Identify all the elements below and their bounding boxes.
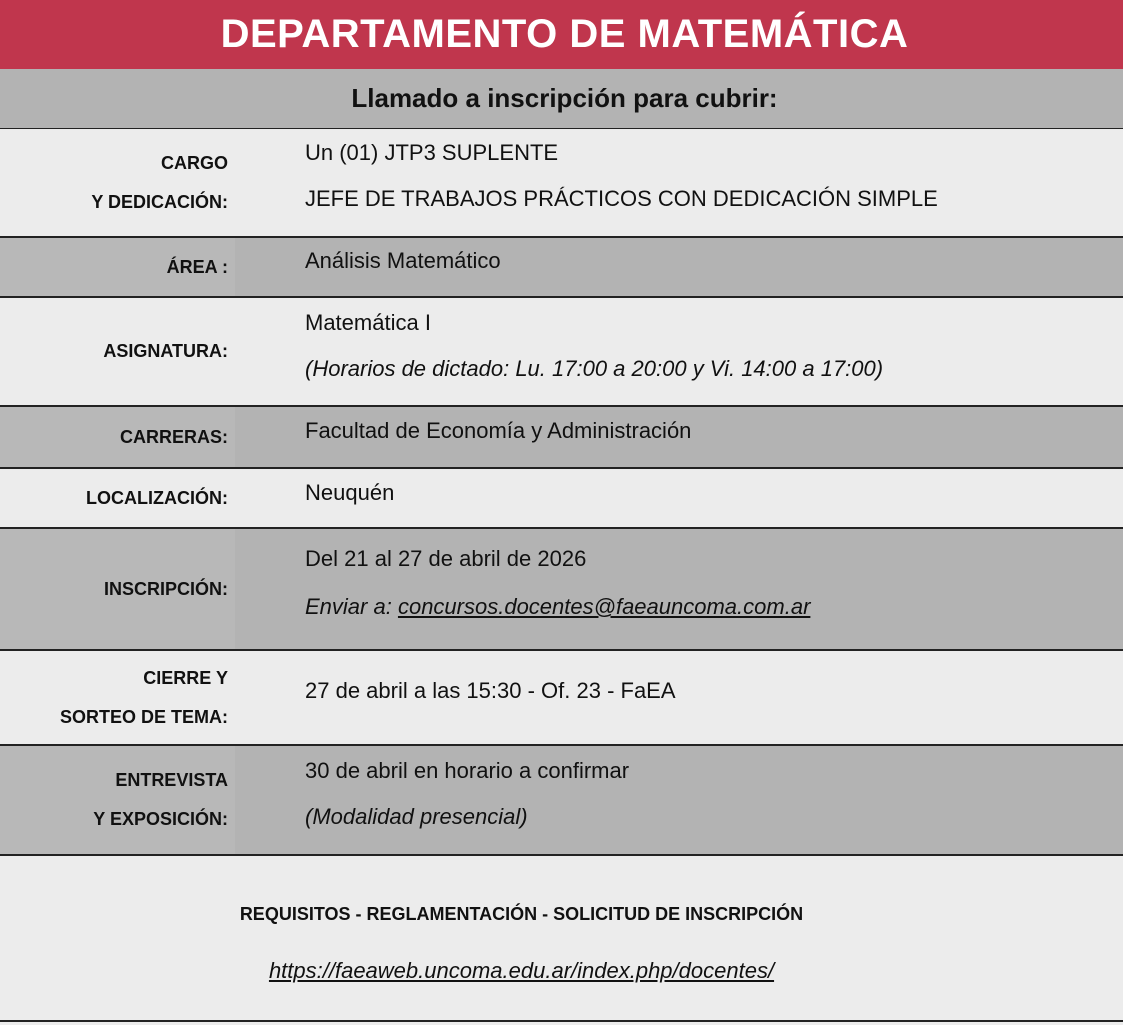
row-value bbox=[305, 469, 1103, 527]
row-cierre bbox=[0, 651, 1123, 746]
row-value bbox=[305, 407, 1103, 467]
row-label bbox=[0, 298, 235, 405]
entrevista-date: 30 de abril en horario a confirmar bbox=[305, 758, 630, 783]
asignatura-name: Matemática I bbox=[305, 310, 431, 335]
row-value bbox=[305, 238, 1103, 296]
row-area bbox=[0, 238, 1123, 298]
email-link[interactable]: concursos.docentes@faeauncoma.com.ar bbox=[397, 594, 811, 619]
cargo-dedication: JEFE DE TRABAJOS PRÁCTICOS CON DEDICACIÓN SIMPLE bbox=[305, 186, 938, 211]
cargo-position: Un (01) JTP3 SUPLENTE bbox=[305, 140, 559, 165]
docentes-link[interactable]: https://faeaweb.uncoma.edu.ar/index.php/docentes/ bbox=[268, 958, 775, 983]
inscripcion-label: INSCRIPCIÓN: bbox=[103, 578, 228, 599]
requirements-footer bbox=[0, 856, 1123, 1022]
carreras-value: Facultad de Economía y Administración bbox=[305, 418, 692, 443]
cierre-label-line-2: SORTEO DE TEMA: bbox=[59, 706, 228, 727]
call-subheader bbox=[0, 69, 1123, 130]
area-label: ÁREA : bbox=[166, 256, 228, 277]
entrevista-modality: (Modalidad presencial) bbox=[305, 804, 528, 829]
cargo-label-line-2: Y DEDICACIÓN: bbox=[91, 191, 228, 212]
localizacion-value: Neuquén bbox=[305, 480, 395, 505]
row-label bbox=[0, 529, 235, 649]
cargo-label-line-1: CARGO bbox=[161, 152, 228, 173]
localizacion-label: LOCALIZACIÓN: bbox=[86, 487, 228, 508]
row-label bbox=[0, 746, 235, 854]
asignatura-schedule: (Horarios de dictado: Lu. 17:00 a 20:00 y Vi. 14:00 a 17:00) bbox=[305, 356, 884, 381]
row-label bbox=[0, 407, 235, 467]
row-label bbox=[0, 651, 235, 744]
entrevista-label-line-1: ENTREVISTA bbox=[115, 770, 228, 790]
row-value bbox=[305, 529, 1103, 649]
row-value bbox=[305, 651, 1103, 744]
row-value bbox=[305, 129, 1103, 236]
call-title: Llamado a inscripción para cubrir: bbox=[351, 83, 778, 113]
row-label bbox=[0, 129, 235, 236]
entrevista-label-line-2: Y EXPOSICIÓN: bbox=[93, 809, 228, 829]
inscripcion-dates: Del 21 al 27 de abril de 2026 bbox=[305, 546, 587, 571]
requirements-heading: REQUISITOS - REGLAMENTACIÓN - SOLICITUD DE INSCRIPCIÓN bbox=[239, 904, 804, 924]
cierre-label-line-1: CIERRE Y bbox=[143, 667, 228, 688]
row-carreras bbox=[0, 407, 1123, 469]
asignatura-label: ASIGNATURA: bbox=[103, 341, 228, 361]
department-title: DEPARTAMENTO DE MATEMÁTICA bbox=[220, 12, 909, 56]
cierre-value: 27 de abril a las 15:30 - Of. 23 - FaEA bbox=[305, 678, 676, 703]
row-label bbox=[0, 238, 235, 296]
row-localizacion bbox=[0, 469, 1123, 529]
row-value bbox=[305, 298, 1103, 405]
department-header bbox=[0, 0, 1123, 69]
row-asignatura bbox=[0, 298, 1123, 407]
row-value bbox=[305, 746, 1103, 854]
row-label bbox=[0, 469, 235, 527]
row-inscripcion bbox=[0, 529, 1123, 651]
row-entrevista bbox=[0, 746, 1123, 856]
send-to-prefix: Enviar a: bbox=[305, 594, 392, 619]
area-value: Análisis Matemático bbox=[305, 248, 501, 273]
carreras-label: CARRERAS: bbox=[120, 426, 228, 447]
inscripcion-send-line bbox=[305, 594, 810, 620]
row-cargo bbox=[0, 129, 1123, 238]
